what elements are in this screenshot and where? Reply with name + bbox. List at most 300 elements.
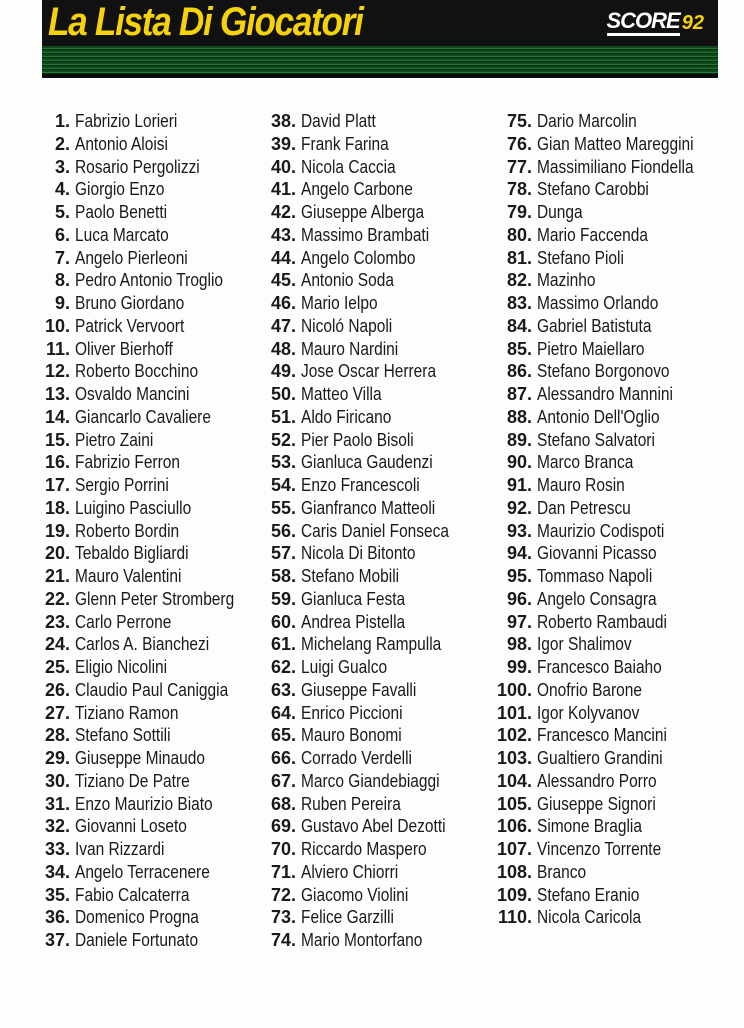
player-number: 77. xyxy=(506,156,532,177)
player-number: 98. xyxy=(506,634,532,655)
player-list-item xyxy=(40,451,260,474)
header-bar xyxy=(42,0,718,46)
player-number: 50. xyxy=(270,384,296,404)
player-name: Francesco Mancini xyxy=(537,725,667,746)
player-number: 56. xyxy=(270,520,296,541)
player-list-item xyxy=(266,542,473,565)
player-number: 109. xyxy=(496,884,532,905)
player-name: Massimo Brambati xyxy=(301,224,430,245)
player-number: 61. xyxy=(270,634,296,655)
player-name: Angelo Carbone xyxy=(301,179,413,200)
player-list-item xyxy=(40,815,260,838)
player-name: Mauro Rosin xyxy=(537,475,625,495)
player-name: Gianfranco Matteoli xyxy=(301,497,436,518)
player-name: Giuseppe Minaudo xyxy=(75,748,205,768)
score-logo xyxy=(607,8,705,38)
player-number: 7. xyxy=(54,247,70,268)
player-number: 102. xyxy=(496,725,532,746)
player-name: Ruben Pereira xyxy=(301,793,401,814)
player-number: 84. xyxy=(506,315,532,336)
player-name: Luca Marcato xyxy=(75,224,169,245)
player-number: 100. xyxy=(496,679,532,700)
player-name: Antonio Dell'Oglio xyxy=(537,406,660,427)
player-number: 71. xyxy=(270,861,296,882)
player-name: Gianluca Festa xyxy=(301,588,406,609)
player-number: 48. xyxy=(270,338,296,359)
player-name: Mauro Nardini xyxy=(301,338,399,359)
player-list-item xyxy=(266,679,473,702)
player-number: 22. xyxy=(44,588,70,609)
player-list-item xyxy=(40,838,260,861)
player-list-item xyxy=(40,861,260,884)
player-number: 27. xyxy=(44,702,70,723)
player-list-item xyxy=(40,224,260,247)
player-name: Pietro Zaini xyxy=(75,429,154,450)
player-name: Tebaldo Bigliardi xyxy=(75,543,189,564)
player-name: Nicola Caricola xyxy=(537,907,642,928)
player-name: Onofrio Barone xyxy=(537,679,642,700)
player-list-item xyxy=(40,474,260,497)
player-name: Giovanni Loseto xyxy=(75,816,187,837)
player-name: Dan Petrescu xyxy=(537,497,631,518)
player-number: 26. xyxy=(44,679,70,700)
player-list-item xyxy=(40,656,260,679)
player-list-item xyxy=(496,201,719,224)
player-name: Giovanni Picasso xyxy=(537,543,657,564)
player-list-item xyxy=(266,520,473,543)
player-number: 35. xyxy=(44,884,70,905)
player-name: Fabrizio Lorieri xyxy=(75,111,178,131)
player-name: Roberto Rambaudi xyxy=(537,611,667,632)
player-name: Maurizio Codispoti xyxy=(537,520,665,541)
player-list-item xyxy=(496,702,719,725)
player-list-item xyxy=(266,474,473,497)
player-list-item xyxy=(496,861,719,884)
player-number: 65. xyxy=(270,725,296,746)
player-list-item xyxy=(40,679,260,702)
player-number: 14. xyxy=(44,406,70,427)
player-number: 9. xyxy=(54,293,70,313)
player-name: Mauro Valentini xyxy=(75,566,182,586)
player-list-item xyxy=(40,702,260,725)
player-number: 6. xyxy=(54,224,70,245)
player-list-item xyxy=(496,338,719,361)
player-list-item xyxy=(496,292,719,315)
player-number: 63. xyxy=(270,679,296,700)
player-list-item xyxy=(496,747,719,770)
player-name: Marco Branca xyxy=(537,452,634,473)
player-list-item xyxy=(496,770,719,793)
player-list-item xyxy=(266,360,473,383)
player-name: Angelo Terracenere xyxy=(75,861,210,882)
player-list-item xyxy=(40,178,260,201)
player-name: Felice Garzilli xyxy=(301,907,394,928)
player-list-item xyxy=(266,611,473,634)
player-name: Enzo Francescoli xyxy=(301,475,420,495)
player-column-1 xyxy=(40,110,260,952)
player-number: 62. xyxy=(270,657,296,677)
player-list-item xyxy=(266,565,473,588)
player-number: 10. xyxy=(44,315,70,336)
player-name: Caris Daniel Fonseca xyxy=(301,520,449,541)
player-number: 103. xyxy=(496,748,532,768)
player-number: 96. xyxy=(506,588,532,609)
player-list-item xyxy=(496,360,719,383)
player-name: Gualtiero Grandini xyxy=(537,748,663,768)
player-list-item xyxy=(266,929,473,952)
player-list-item xyxy=(496,565,719,588)
player-list-item xyxy=(496,520,719,543)
player-number: 58. xyxy=(270,566,296,586)
player-list-item xyxy=(40,497,260,520)
player-number: 79. xyxy=(506,202,532,222)
logo-year: 92 xyxy=(681,12,704,34)
player-list-item xyxy=(496,633,719,656)
player-number: 1. xyxy=(54,111,70,131)
player-list-item xyxy=(40,929,260,952)
player-name: Massimiliano Fiondella xyxy=(537,156,694,177)
player-list-item xyxy=(496,724,719,747)
player-number: 69. xyxy=(270,816,296,837)
player-name: Angelo Colombo xyxy=(301,247,416,268)
player-name: Matteo Villa xyxy=(301,384,382,404)
player-list-item xyxy=(496,611,719,634)
player-list-item xyxy=(266,633,473,656)
player-list-item xyxy=(496,247,719,270)
player-column-2 xyxy=(266,110,473,952)
player-name: Gianluca Gaudenzi xyxy=(301,452,433,473)
player-name: Antonio Soda xyxy=(301,270,394,291)
player-name: Giuseppe Favalli xyxy=(301,679,417,700)
player-list-item xyxy=(496,588,719,611)
player-number: 4. xyxy=(54,179,70,200)
player-number: 90. xyxy=(506,452,532,473)
player-number: 53. xyxy=(270,452,296,473)
player-list-item xyxy=(266,451,473,474)
player-name: Roberto Bocchino xyxy=(75,361,199,382)
player-number: 82. xyxy=(506,270,532,291)
player-number: 78. xyxy=(506,179,532,200)
player-number: 67. xyxy=(270,770,296,791)
player-number: 105. xyxy=(496,793,532,814)
player-number: 101. xyxy=(496,702,532,723)
header-stripes xyxy=(42,46,718,78)
player-name: Angelo Consagra xyxy=(537,588,657,609)
player-list-item xyxy=(266,884,473,907)
player-name: Osvaldo Mancini xyxy=(75,384,190,404)
player-number: 24. xyxy=(44,634,70,655)
player-number: 49. xyxy=(270,361,296,382)
player-list-item xyxy=(40,133,260,156)
player-number: 11. xyxy=(45,338,70,359)
player-number: 32. xyxy=(44,816,70,837)
player-list-item xyxy=(496,906,719,929)
player-list-item xyxy=(40,770,260,793)
player-number: 45. xyxy=(270,270,296,291)
player-list-item xyxy=(40,338,260,361)
player-name: Daniele Fortunato xyxy=(75,930,199,950)
player-name: Riccardo Maspero xyxy=(301,839,427,859)
player-number: 60. xyxy=(270,611,296,632)
player-number: 29. xyxy=(44,748,70,768)
player-list-item xyxy=(266,747,473,770)
player-number: 19. xyxy=(44,520,70,541)
player-column-3 xyxy=(496,110,719,929)
player-name: Roberto Bordin xyxy=(75,520,180,541)
player-list-item xyxy=(266,406,473,429)
player-number: 36. xyxy=(44,907,70,928)
player-name: Dario Marcolin xyxy=(537,111,637,131)
player-list-item xyxy=(496,679,719,702)
player-list-item xyxy=(266,770,473,793)
player-number: 89. xyxy=(506,429,532,450)
player-name: Stefano Eranio xyxy=(537,884,640,905)
player-list-item xyxy=(40,542,260,565)
player-list-item xyxy=(40,724,260,747)
player-name: Mauro Bonomi xyxy=(301,725,402,746)
player-list-item xyxy=(496,269,719,292)
player-number: 107. xyxy=(496,839,532,859)
player-list-item xyxy=(496,497,719,520)
player-list-item xyxy=(496,178,719,201)
player-number: 104. xyxy=(496,770,532,791)
player-name: Mazinho xyxy=(537,270,596,291)
player-number: 99. xyxy=(506,657,532,677)
player-name: Enzo Maurizio Biato xyxy=(75,793,213,814)
player-list-item xyxy=(496,451,719,474)
player-name: Eligio Nicolini xyxy=(75,657,168,677)
player-name: Gabriel Batistuta xyxy=(537,315,652,336)
player-number: 54. xyxy=(270,475,296,495)
player-list-item xyxy=(266,315,473,338)
player-list-item xyxy=(496,884,719,907)
player-list-item xyxy=(266,838,473,861)
player-name: Claudio Paul Caniggia xyxy=(75,679,229,700)
player-name: Paolo Benetti xyxy=(75,202,168,222)
player-number: 38. xyxy=(270,111,296,131)
player-number: 72. xyxy=(270,884,296,905)
player-list-item xyxy=(266,702,473,725)
player-list-item xyxy=(40,269,260,292)
player-list-item xyxy=(496,110,719,133)
player-list-item xyxy=(496,315,719,338)
player-number: 76. xyxy=(506,133,532,154)
player-number: 93. xyxy=(506,520,532,541)
player-name: Luigi Gualco xyxy=(301,657,388,677)
player-name: Tommaso Napoli xyxy=(537,566,653,586)
player-list-item xyxy=(40,565,260,588)
player-name: Corrado Verdelli xyxy=(301,748,413,768)
player-name: Alessandro Mannini xyxy=(537,384,673,404)
player-list-item xyxy=(266,156,473,179)
player-number: 91. xyxy=(506,475,532,495)
player-name: Mario Montorfano xyxy=(301,930,423,950)
player-name: Oliver Bierhoff xyxy=(75,338,173,359)
player-list-item xyxy=(266,815,473,838)
player-list-item xyxy=(40,747,260,770)
player-list-item xyxy=(496,793,719,816)
player-name: Gustavo Abel Dezotti xyxy=(301,816,446,837)
player-list-item xyxy=(266,178,473,201)
player-name: Aldo Firicano xyxy=(301,406,392,427)
player-list-item xyxy=(40,292,260,315)
player-number: 94. xyxy=(506,543,532,564)
player-number: 13. xyxy=(44,384,70,404)
player-name: Nicola Caccia xyxy=(301,156,396,177)
player-list-item xyxy=(40,588,260,611)
player-name: Ivan Rizzardi xyxy=(75,839,165,859)
player-number: 2. xyxy=(54,133,70,154)
player-name: Patrick Vervoort xyxy=(75,315,185,336)
player-name: Massimo Orlando xyxy=(537,293,659,313)
player-list-item xyxy=(40,520,260,543)
player-name: Marco Giandebiaggi xyxy=(301,770,440,791)
player-number: 42. xyxy=(270,202,296,222)
player-list-item xyxy=(266,906,473,929)
player-number: 30. xyxy=(44,770,70,791)
player-name: Giuseppe Alberga xyxy=(301,202,425,222)
player-list-item xyxy=(266,861,473,884)
page-title: La Lista Di Giocatori xyxy=(48,0,363,44)
player-name: Dunga xyxy=(537,202,583,222)
player-name: Vincenzo Torrente xyxy=(537,839,662,859)
player-number: 5. xyxy=(54,202,70,222)
player-name: Nicola Di Bitonto xyxy=(301,543,416,564)
player-list-item xyxy=(40,156,260,179)
player-number: 47. xyxy=(270,315,296,336)
player-name: Angelo Pierleoni xyxy=(75,247,188,268)
player-name: Tiziano Ramon xyxy=(75,702,179,723)
player-name: Igor Shalimov xyxy=(537,634,632,655)
player-number: 74. xyxy=(270,930,296,950)
player-list-item xyxy=(40,201,260,224)
player-number: 39. xyxy=(270,133,296,154)
player-number: 80. xyxy=(506,224,532,245)
player-number: 108. xyxy=(496,861,532,882)
player-number: 31. xyxy=(44,793,70,814)
player-list-item xyxy=(266,292,473,315)
player-list-item xyxy=(496,406,719,429)
player-number: 52. xyxy=(270,429,296,450)
player-list-item xyxy=(266,383,473,406)
player-number: 66. xyxy=(270,748,296,768)
player-number: 46. xyxy=(270,293,296,313)
player-number: 33. xyxy=(44,839,70,859)
player-name: Mario Faccenda xyxy=(537,224,648,245)
player-list-item xyxy=(40,247,260,270)
player-number: 68. xyxy=(270,793,296,814)
player-list-item xyxy=(266,793,473,816)
player-name: Stefano Carobbi xyxy=(537,179,649,200)
player-name: Mario Ielpo xyxy=(301,293,378,313)
player-list-item xyxy=(40,429,260,452)
player-number: 15. xyxy=(44,429,70,450)
player-number: 41. xyxy=(270,179,296,200)
player-name: Andrea Pistella xyxy=(301,611,406,632)
player-list-item xyxy=(266,201,473,224)
player-list-item xyxy=(40,315,260,338)
player-list-item xyxy=(40,360,260,383)
player-list-item xyxy=(266,110,473,133)
player-name: Branco xyxy=(537,861,587,882)
player-name: David Platt xyxy=(301,111,376,131)
player-list-item xyxy=(40,611,260,634)
player-name: Domenico Progna xyxy=(75,907,199,928)
player-name: Nicoló Napoli xyxy=(301,315,393,336)
player-list-item xyxy=(496,474,719,497)
player-list-item xyxy=(496,656,719,679)
player-number: 87. xyxy=(506,384,532,404)
player-name: Giorgio Enzo xyxy=(75,179,165,200)
player-name: Pier Paolo Bisoli xyxy=(301,429,414,450)
player-name: Frank Farina xyxy=(301,133,389,154)
player-list-item xyxy=(40,793,260,816)
player-name: Simone Braglia xyxy=(537,816,642,837)
player-name: Stefano Pioli xyxy=(537,247,624,268)
player-number: 20. xyxy=(44,543,70,564)
player-name: Gian Matteo Mareggini xyxy=(537,133,694,154)
player-name: Igor Kolyvanov xyxy=(537,702,640,723)
player-number: 70. xyxy=(270,839,296,859)
player-name: Pietro Maiellaro xyxy=(537,338,645,359)
player-number: 57. xyxy=(270,543,296,564)
player-number: 59. xyxy=(270,588,296,609)
player-name: Stefano Mobili xyxy=(301,566,400,586)
player-name: Rosario Pergolizzi xyxy=(75,156,200,177)
player-name: Giancarlo Cavaliere xyxy=(75,406,211,427)
player-number: 64. xyxy=(270,702,296,723)
player-list-item xyxy=(496,383,719,406)
player-name: Giuseppe Signori xyxy=(537,793,656,814)
player-name: Luigino Pasciullo xyxy=(75,497,192,518)
player-name: Giacomo Violini xyxy=(301,884,409,905)
player-name: Antonio Aloisi xyxy=(75,133,168,154)
player-list-item xyxy=(496,542,719,565)
player-list-item xyxy=(266,224,473,247)
player-name: Francesco Baiaho xyxy=(537,657,662,677)
player-number: 17. xyxy=(44,475,70,495)
player-name: Alessandro Porro xyxy=(537,770,657,791)
player-name: Michelang Rampulla xyxy=(301,634,442,655)
player-number: 28. xyxy=(44,725,70,746)
player-number: 18. xyxy=(44,497,70,518)
player-list-item xyxy=(266,269,473,292)
player-number: 16. xyxy=(44,452,70,473)
player-number: 34. xyxy=(44,861,70,882)
player-list-item xyxy=(496,815,719,838)
player-list-item xyxy=(266,247,473,270)
logo-word: SCORE xyxy=(607,10,680,36)
player-number: 86. xyxy=(506,361,532,382)
player-number: 88. xyxy=(506,406,532,427)
player-name: Stefano Salvatori xyxy=(537,429,655,450)
player-name: Enrico Piccioni xyxy=(301,702,403,723)
player-list-item xyxy=(496,224,719,247)
player-number: 25. xyxy=(44,657,70,677)
player-list-item xyxy=(496,838,719,861)
player-list-item xyxy=(266,497,473,520)
player-list-item xyxy=(40,884,260,907)
player-list-item xyxy=(496,429,719,452)
player-list-item xyxy=(40,406,260,429)
player-name: Bruno Giordano xyxy=(75,293,185,313)
player-number: 75. xyxy=(506,111,532,131)
player-list-item xyxy=(40,110,260,133)
player-number: 23. xyxy=(44,611,70,632)
player-list-item xyxy=(266,588,473,611)
player-number: 83. xyxy=(506,293,532,313)
player-number: 8. xyxy=(54,270,70,291)
